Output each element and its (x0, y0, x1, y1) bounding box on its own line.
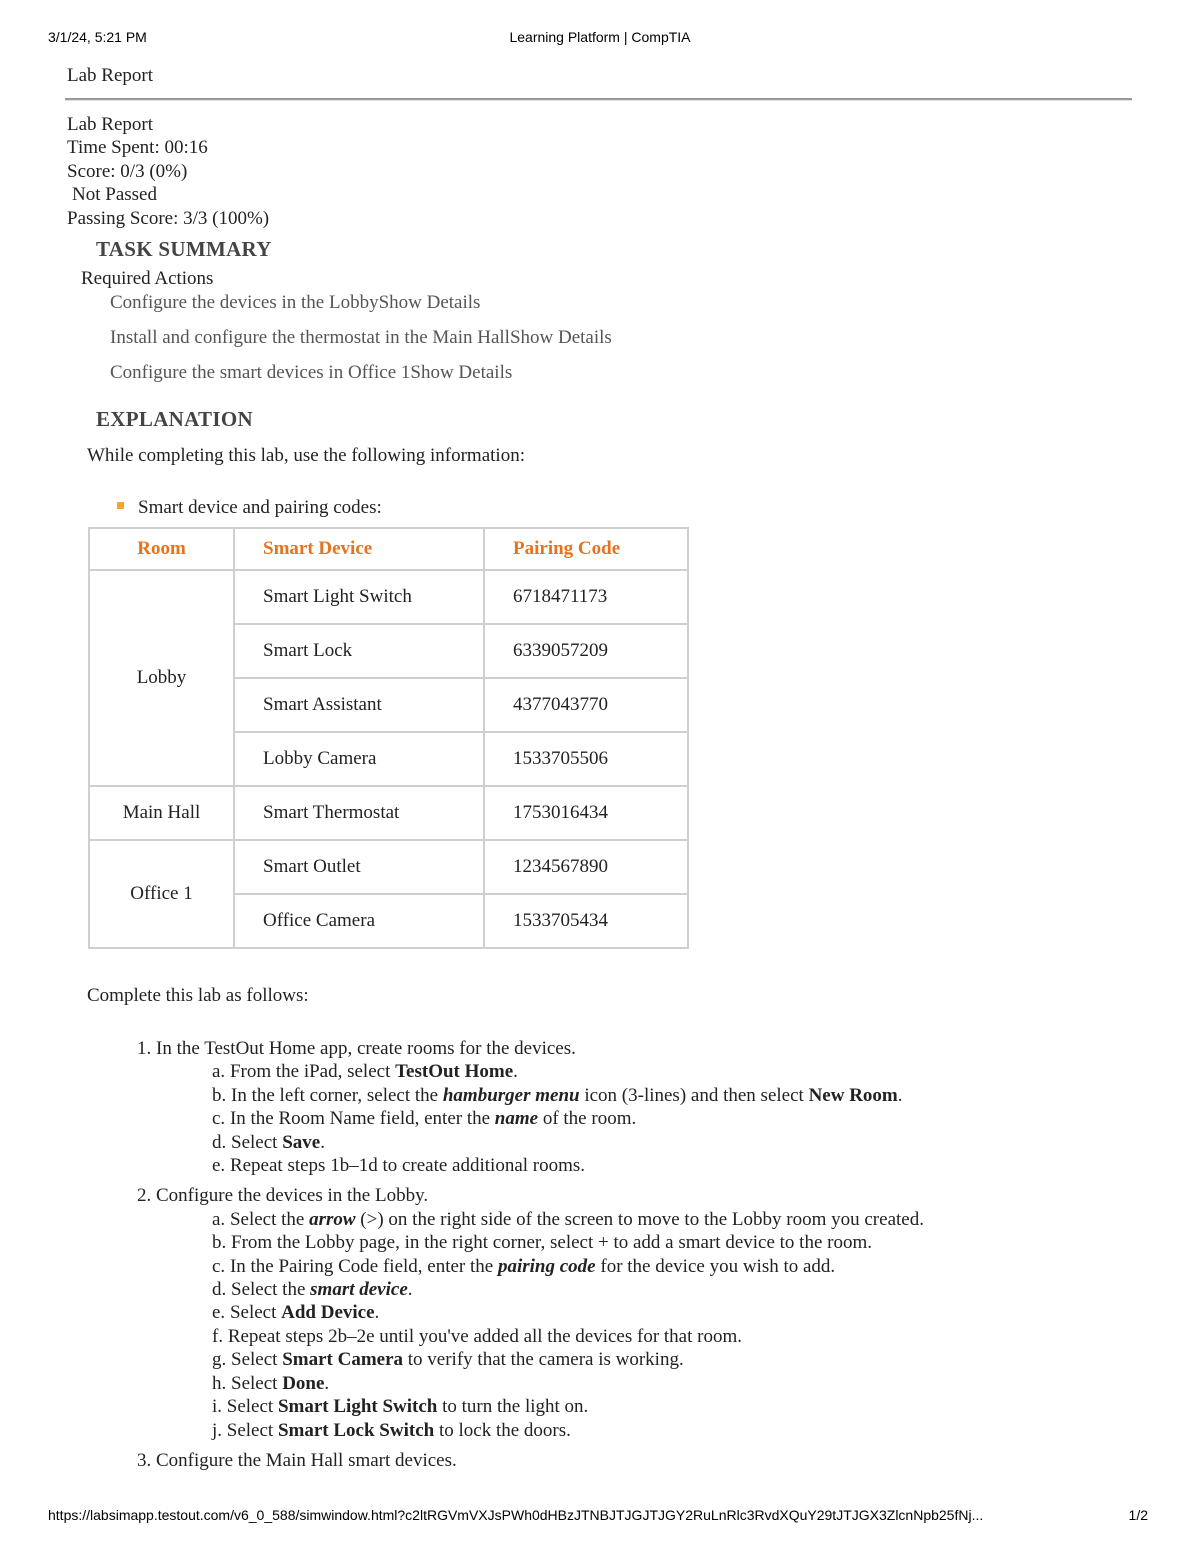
required-action-lobby[interactable]: Configure the devices in the LobbyShow Details (110, 292, 481, 313)
required-actions-label: Required Actions (81, 268, 214, 289)
device-cell: Smart Assistant (234, 678, 484, 732)
step-2g: g. Select Smart Camera to verify that the camera is working. (212, 1349, 684, 1371)
print-url: https://labsimapp.testout.com/v6_0_588/simwindow.html?c2ltRGVmVXJsPWh0dHBzJTNBJTJGJTJGY2RuLnRlc3RvdXQuY29tJTJGX3ZlcnNpb25fNj... (48, 1507, 984, 1523)
device-cell: Office Camera (234, 894, 484, 948)
print-footer (0, 1507, 1200, 1527)
explanation-intro: While completing this lab, use the following information: (87, 445, 525, 466)
step-2h: h. Select Done. (212, 1372, 330, 1394)
step-1d: d. Select Save. (212, 1131, 325, 1153)
device-cell: Smart Outlet (234, 840, 484, 894)
required-action-main-hall[interactable]: Install and configure the thermostat in the Main HallShow Details (110, 327, 612, 348)
pairing-code-table (88, 527, 689, 949)
task-summary-heading: TASK SUMMARY (96, 237, 272, 261)
pass-status: Not Passed (72, 184, 157, 206)
device-cell: Smart Light Switch (234, 570, 484, 624)
device-cell: Lobby Camera (234, 732, 484, 786)
code-cell: 6718471173 (484, 570, 688, 624)
table-row (89, 786, 688, 840)
bullet-item (117, 497, 382, 519)
score: Score: 0/3 (0%) (67, 160, 188, 182)
horizontal-divider (65, 98, 1132, 101)
room-cell: Office 1 (89, 840, 234, 948)
passing-score: Passing Score: 3/3 (100%) (67, 207, 270, 229)
column-header-device: Smart Device (234, 528, 484, 570)
report-summary (67, 113, 269, 230)
step-1a: a. From the iPad, select TestOut Home. (212, 1061, 518, 1083)
code-cell: 4377043770 (484, 678, 688, 732)
column-header-room: Room (89, 528, 234, 570)
step-2c: c. In the Pairing Code field, enter the pairing code for the device you wish to add. (212, 1255, 836, 1277)
room-cell: Main Hall (89, 786, 234, 840)
time-spent: Time Spent: 00:16 (67, 137, 208, 159)
step-2i: i. Select Smart Light Switch to turn the light on. (212, 1396, 589, 1418)
bullet-text: Smart device and pairing codes: (138, 497, 382, 518)
required-actions-list (110, 292, 612, 397)
device-cell: Smart Thermostat (234, 786, 484, 840)
print-datetime: 3/1/24, 5:21 PM (48, 29, 147, 45)
code-cell: 1533705506 (484, 732, 688, 786)
step-1c: c. In the Room Name field, enter the name of the room. (212, 1108, 637, 1130)
code-cell: 1753016434 (484, 786, 688, 840)
instructions-intro: Complete this lab as follows: (87, 985, 309, 1006)
instruction-steps (137, 1037, 924, 1472)
table-row (89, 840, 688, 894)
step-1: 1. In the TestOut Home app, create rooms for the devices. (137, 1038, 576, 1059)
step-2a: a. Select the arrow (>) on the right side of the screen to move to the Lobby room you created. (212, 1208, 924, 1230)
device-cell: Smart Lock (234, 624, 484, 678)
report-title: Lab Report (67, 114, 154, 135)
bullet-square-icon (117, 502, 124, 509)
explanation-heading: EXPLANATION (96, 407, 253, 431)
step-2j: j. Select Smart Lock Switch to lock the doors. (212, 1419, 571, 1441)
step-2f: f. Repeat steps 2b–2e until you've added all the devices for that room. (212, 1325, 742, 1347)
lab-report-title-top: Lab Report (67, 65, 154, 86)
step-1b: b. In the left corner, select the hamburger menu icon (3-lines) and then select New Room. (212, 1084, 903, 1106)
step-1e: e. Repeat steps 1b–1d to create additional rooms. (212, 1155, 586, 1177)
code-cell: 1234567890 (484, 840, 688, 894)
code-cell: 1533705434 (484, 894, 688, 948)
column-header-code: Pairing Code (484, 528, 688, 570)
step-2e: e. Select Add Device. (212, 1302, 380, 1324)
print-page-title: Learning Platform | CompTIA (509, 29, 691, 45)
code-cell: 6339057209 (484, 624, 688, 678)
step-2d: d. Select the smart device. (212, 1279, 413, 1301)
print-header (0, 29, 1200, 49)
required-action-office-1[interactable]: Configure the smart devices in Office 1Show Details (110, 362, 513, 383)
table-row (89, 570, 688, 624)
print-page-number: 1/2 (1128, 1507, 1148, 1523)
step-2b: b. From the Lobby page, in the right corner, select + to add a smart device to the room. (212, 1232, 872, 1254)
room-cell: Lobby (89, 570, 234, 786)
step-2: 2. Configure the devices in the Lobby. (137, 1185, 429, 1207)
step-3: 3. Configure the Main Hall smart devices. (137, 1449, 457, 1471)
